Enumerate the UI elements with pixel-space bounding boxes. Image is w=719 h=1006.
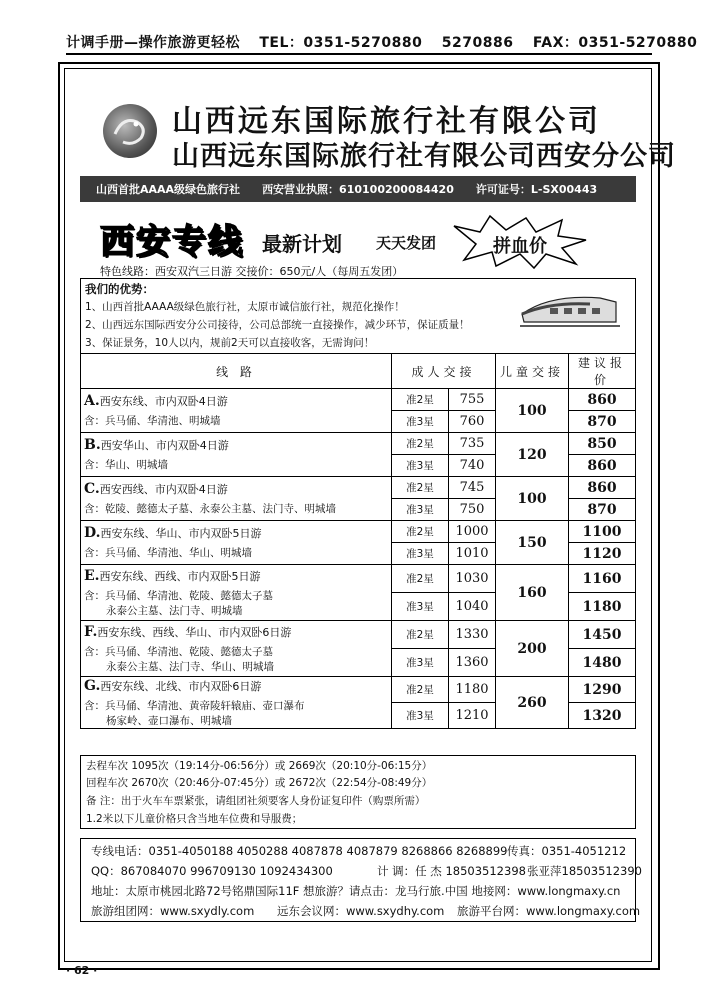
phone-line: 专线电话：0351-4050188 4050288 4087878 4087879 8268866 8268899 bbox=[91, 844, 508, 858]
suggested-price: 850 bbox=[569, 433, 636, 455]
hotel-grade: 准3星 bbox=[392, 543, 449, 565]
suggested-price: 1160 bbox=[569, 565, 636, 593]
hotel-grade: 准2星 bbox=[392, 621, 449, 649]
route-sites: 永泰公主墓、法门寺、华山、明城墙 bbox=[106, 660, 274, 673]
child-price: 200 bbox=[496, 621, 569, 677]
table-row bbox=[81, 389, 636, 411]
page-number: · 62 · bbox=[66, 964, 98, 977]
hotel-grade: 准2星 bbox=[392, 565, 449, 593]
table-row bbox=[81, 565, 636, 593]
route-table bbox=[80, 353, 636, 729]
table-header-row bbox=[81, 354, 636, 389]
hotel-grade: 准2星 bbox=[392, 477, 449, 499]
header-tel-extra: 5270886 bbox=[441, 35, 514, 51]
route-title: 西安东线、市内双卧4日游 bbox=[99, 395, 228, 408]
route-cell bbox=[81, 433, 392, 477]
hotel-grade: 准2星 bbox=[392, 677, 449, 703]
suggested-price: 860 bbox=[569, 455, 636, 477]
operator-2: 张亚萍18503512390 bbox=[527, 864, 642, 878]
hotel-grade: 准3星 bbox=[392, 593, 449, 621]
hotel-grade: 准3星 bbox=[392, 649, 449, 677]
hotel-grade: 准3星 bbox=[392, 455, 449, 477]
table-row bbox=[81, 677, 636, 703]
return-trains: 回程车次 2670次（20:46分-07:45分）或 2672次（22:54分-08:49分） bbox=[86, 777, 433, 789]
child-price: 120 bbox=[496, 433, 569, 477]
table-row bbox=[81, 433, 636, 455]
suggested-price: 1480 bbox=[569, 649, 636, 677]
suggested-price: 1180 bbox=[569, 593, 636, 621]
hotel-grade: 准3星 bbox=[392, 499, 449, 521]
hotel-grade: 准3星 bbox=[392, 703, 449, 729]
license-grade: 山西首批AAAA级绿色旅行社 bbox=[96, 183, 241, 196]
license-bar bbox=[80, 176, 636, 202]
adult-price: 745 bbox=[449, 477, 496, 499]
advantage-item: 3、保证景务，10人以内，规前2天可以直接收客，无需询问！ bbox=[85, 337, 375, 349]
route-title: 西安东线、西线、市内双卧5日游 bbox=[99, 569, 261, 583]
route-title: 西安东线、华山、市内双卧5日游 bbox=[100, 527, 262, 540]
dragon-logo-icon bbox=[103, 104, 157, 158]
hotel-grade: 准2星 bbox=[392, 433, 449, 455]
route-code: A. bbox=[84, 393, 100, 409]
table-row bbox=[81, 621, 636, 649]
route-code: E. bbox=[84, 567, 100, 584]
route-code: B. bbox=[84, 437, 101, 453]
child-price: 160 bbox=[496, 565, 569, 621]
adult-price: 1360 bbox=[449, 649, 496, 677]
hotel-grade: 准2星 bbox=[392, 521, 449, 543]
suggested-price: 870 bbox=[569, 411, 636, 433]
col-route: 线 路 bbox=[81, 354, 392, 389]
route-title: 西安华山、市内双卧4日游 bbox=[100, 439, 229, 452]
website-group[interactable]: 旅游组团网：www.sxydly.com bbox=[91, 904, 255, 918]
website-meeting[interactable]: 远东会议网：www.sxydhy.com bbox=[277, 904, 445, 918]
route-sites: 含：兵马俑、华清池、黄帝陵轩辕庙、壶口瀑布 bbox=[84, 699, 305, 712]
header-tel: TEL：0351-5270880 bbox=[259, 35, 423, 51]
adult-price: 760 bbox=[449, 411, 496, 433]
suggested-price: 860 bbox=[569, 477, 636, 499]
route-cell bbox=[81, 389, 392, 433]
suggested-price: 870 bbox=[569, 499, 636, 521]
adult-price: 1000 bbox=[449, 521, 496, 543]
fax-line: 传真：0351-4051212 bbox=[507, 844, 627, 858]
route-sites: 含：兵马俑、华清池、乾陵、懿德太子墓 bbox=[84, 645, 273, 658]
company-branch-name: 山西远东国际旅行社有限公司西安分公司 bbox=[172, 141, 676, 172]
route-sites: 永泰公主墓、法门寺、明城墙 bbox=[106, 604, 243, 617]
train-info-box bbox=[80, 755, 636, 829]
suggested-price: 1320 bbox=[569, 703, 636, 729]
col-adult: 成人交接 bbox=[392, 354, 496, 389]
route-title: 西安西线、市内双卧4日游 bbox=[99, 483, 228, 496]
table-row bbox=[81, 521, 636, 543]
hotel-grade: 准3星 bbox=[392, 411, 449, 433]
route-sites: 含：华山、明城墙 bbox=[84, 459, 168, 471]
main-title: 西安专线 bbox=[100, 222, 244, 262]
child-price: 260 bbox=[496, 677, 569, 729]
route-title: 西安东线、北线、市内双卧6日游 bbox=[100, 679, 262, 693]
adult-price: 1040 bbox=[449, 593, 496, 621]
adult-price: 750 bbox=[449, 499, 496, 521]
suggested-price: 1450 bbox=[569, 621, 636, 649]
qq-line: QQ：867084070 996709130 1092434300 bbox=[91, 864, 333, 878]
adult-price: 740 bbox=[449, 455, 496, 477]
operator-1: 计 调：任 杰 18503512398 bbox=[377, 864, 526, 878]
permit-number: 许可证号：L-SX00443 bbox=[475, 183, 598, 196]
route-sites: 含：乾陵、懿德太子墓、永泰公主墓、法门寺、明城墙 bbox=[84, 503, 336, 515]
route-sites: 杨家岭、壶口瀑布、明城墙 bbox=[106, 714, 232, 727]
company-name: 山西远东国际旅行社有限公司 bbox=[172, 104, 601, 139]
advantage-item: 1、山西首批AAAA级绿色旅行社，太原市诚信旅行社，规范化操作！ bbox=[85, 301, 405, 313]
website-platform[interactable]: 旅游平台网：www.longmaxy.com bbox=[457, 904, 641, 918]
route-code: C. bbox=[84, 481, 100, 497]
child-price: 150 bbox=[496, 521, 569, 565]
business-license: 西安营业执照：610100200084420 bbox=[262, 183, 454, 196]
advantage-item: 2、山西远东国际西安分公司接待，公司总部统一直接操作，减少环节，保证质量！ bbox=[85, 319, 470, 331]
suggested-price: 1100 bbox=[569, 521, 636, 543]
adult-price: 755 bbox=[449, 389, 496, 411]
outbound-trains: 去程车次 1095次（19:14分-06:56分）或 2669次（20:10分-06:15分） bbox=[86, 760, 433, 772]
route-cell bbox=[81, 521, 392, 565]
plan-title: 最新计划 bbox=[262, 232, 342, 256]
route-cell bbox=[81, 565, 392, 621]
adult-price: 1210 bbox=[449, 703, 496, 729]
daily-title: 天天发团 bbox=[376, 234, 437, 252]
train-icon bbox=[520, 288, 620, 332]
child-price: 100 bbox=[496, 389, 569, 433]
suggested-price: 860 bbox=[569, 389, 636, 411]
adult-price: 735 bbox=[449, 433, 496, 455]
header-slogan: 计调手册—操作旅游更轻松 bbox=[66, 35, 240, 51]
child-note: 1.2米以下儿童价格只含当地车位费和导服费； bbox=[86, 813, 303, 825]
table-row bbox=[81, 477, 636, 499]
route-sites: 含：兵马俑、华清池、华山、明城墙 bbox=[84, 547, 252, 559]
col-suggested: 建议报价 bbox=[569, 354, 636, 389]
adult-price: 1030 bbox=[449, 565, 496, 593]
route-sites: 含：兵马俑、华清池、乾陵、懿德太子墓 bbox=[84, 589, 273, 602]
suggested-price: 1290 bbox=[569, 677, 636, 703]
route-cell bbox=[81, 677, 392, 729]
child-price: 100 bbox=[496, 477, 569, 521]
col-child: 儿童交接 bbox=[496, 354, 569, 389]
route-code: D. bbox=[84, 525, 101, 541]
adult-price: 1330 bbox=[449, 621, 496, 649]
route-code: F. bbox=[84, 623, 98, 640]
adult-price: 1180 bbox=[449, 677, 496, 703]
route-cell bbox=[81, 477, 392, 521]
remarks: 备 注：出于火车车票紧张，请组团社须要客人身份证复印件（购票所需） bbox=[86, 795, 426, 807]
address-line: 地址：太原市桃园北路72号铭鼎国际11F 想旅游？请点击：龙马行旅.中国 地接网：www.longmaxy.cn bbox=[91, 884, 621, 898]
contact-box bbox=[80, 838, 642, 922]
route-title: 西安东线、西线、华山、市内双卧6日游 bbox=[97, 625, 292, 639]
advantages-heading: 我们的优势： bbox=[85, 282, 154, 296]
route-sites: 含：兵马俑、华清池、明城墙 bbox=[84, 415, 221, 427]
route-cell bbox=[81, 621, 392, 677]
adult-price: 1010 bbox=[449, 543, 496, 565]
badge-label: 拼血价 bbox=[493, 236, 547, 257]
header-fax: FAX：0351-5270880 bbox=[532, 35, 698, 51]
page-header bbox=[66, 32, 698, 55]
feature-line: 特色线路：西安双汽三日游 交接价：650元/人（每周五发团） bbox=[100, 265, 404, 278]
route-code: G. bbox=[84, 677, 101, 694]
suggested-price: 1120 bbox=[569, 543, 636, 565]
hotel-grade: 准2星 bbox=[392, 389, 449, 411]
